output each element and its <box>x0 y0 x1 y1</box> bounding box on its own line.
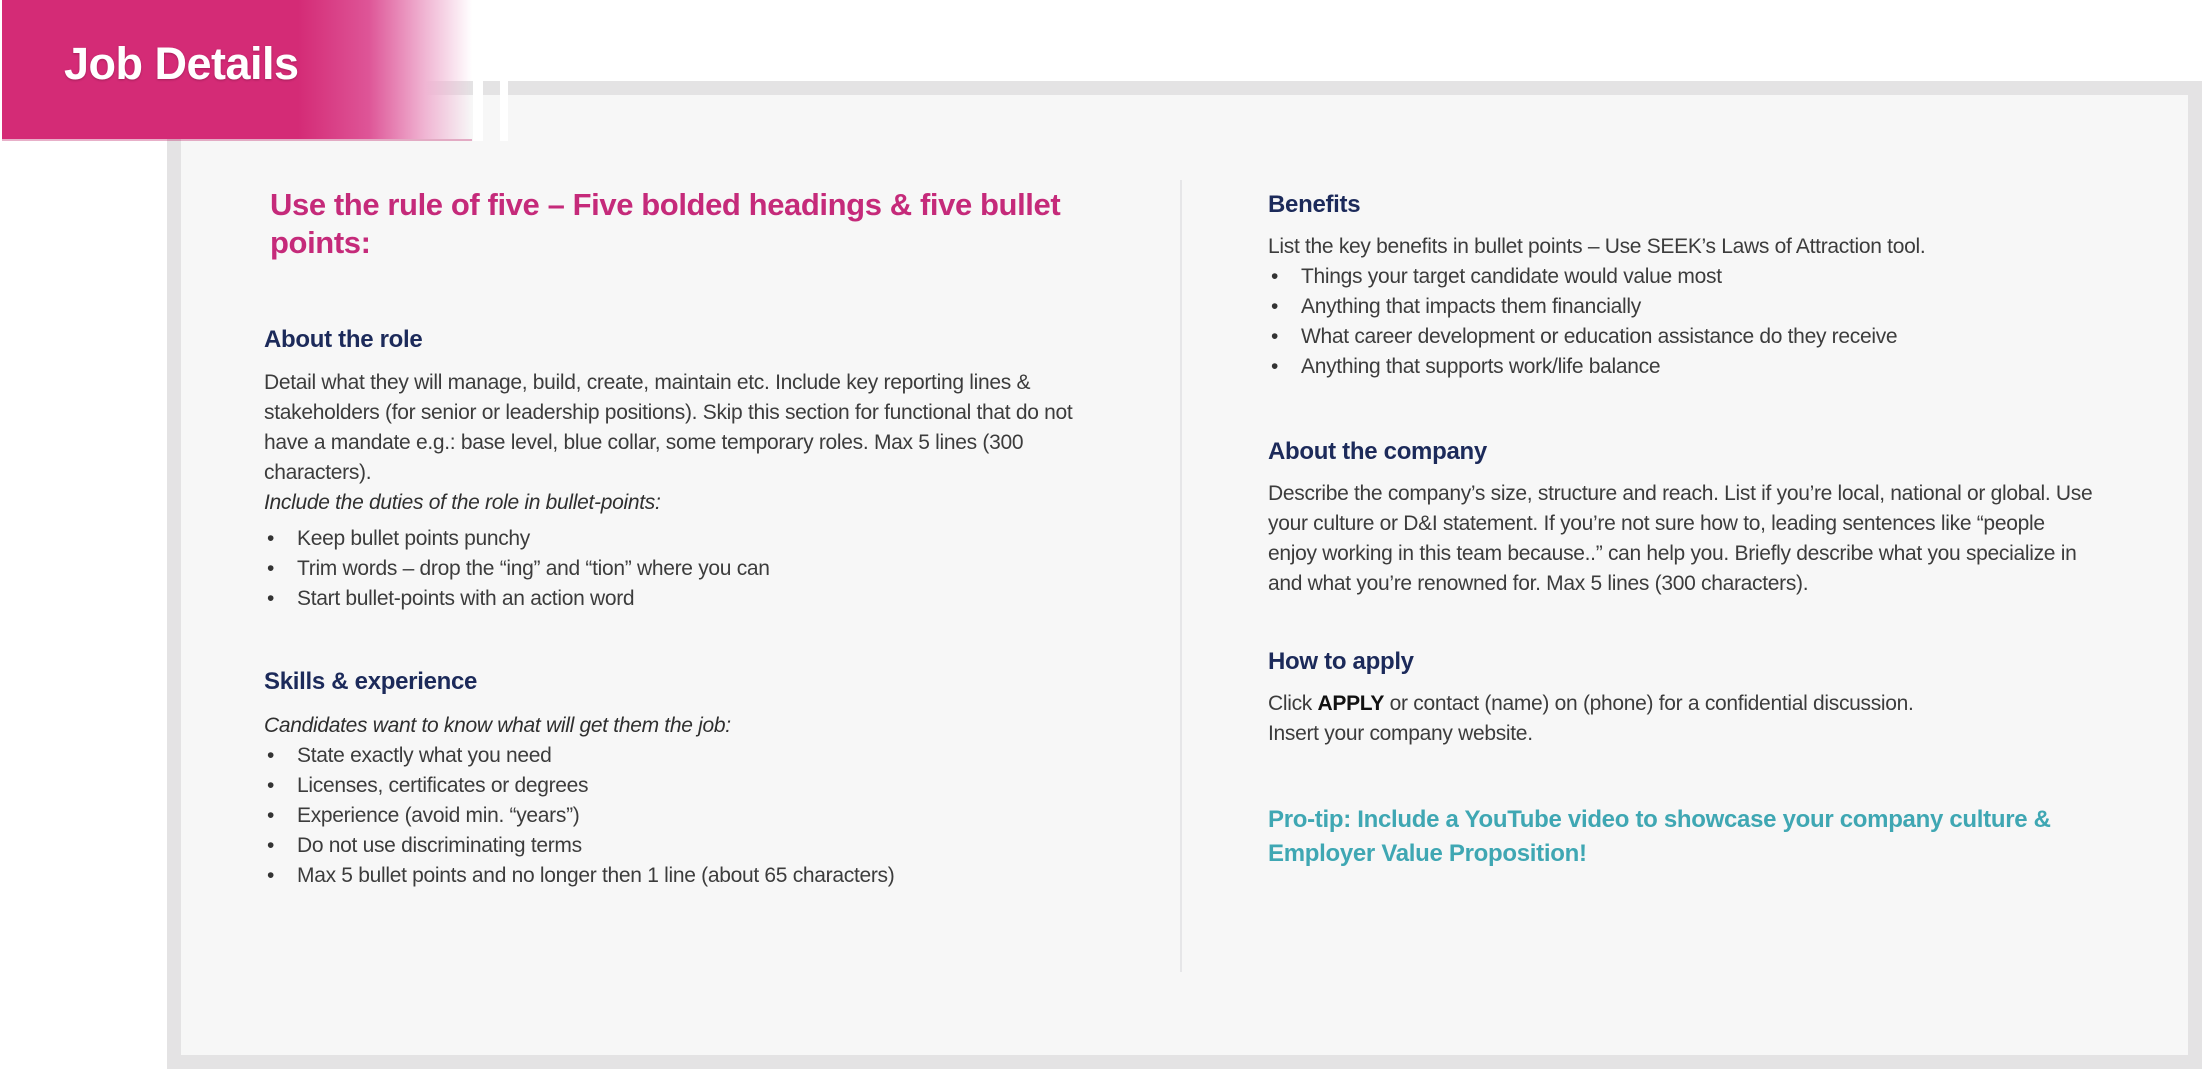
bullet-list <box>264 524 1124 614</box>
section-heading: About the company <box>1268 438 1487 465</box>
list-item: • Anything that supports work/life balance <box>1268 352 2148 382</box>
apply-keyword: APPLY <box>1317 692 1385 715</box>
bullet-icon: • <box>267 744 275 767</box>
list-item: • Trim words – drop the “ing” and “tion” where you can <box>264 554 1124 584</box>
section-heading: Benefits <box>1268 191 1361 218</box>
bullet-list <box>1268 262 2148 382</box>
page-title: Job Details <box>64 38 299 89</box>
list-item: • Start bullet-points with an action word <box>264 584 1124 614</box>
section-heading: How to apply <box>1268 648 1414 675</box>
list-item: • Keep bullet points punchy <box>264 524 1124 554</box>
section-body: Click APPLY or contact (name) on (phone) for a confidential discussion. Insert your company website. <box>1268 692 1914 745</box>
list-item: • Do not use discriminating terms <box>264 831 1124 861</box>
bullet-icon: • <box>1271 325 1279 348</box>
section-heading: Skills & experience <box>264 668 478 695</box>
bullet-icon: • <box>1271 295 1279 318</box>
section-skills <box>264 667 1124 891</box>
list-item: • Anything that impacts them financially <box>1268 292 2148 322</box>
section-benefits <box>1268 190 2148 382</box>
list-item: • What career development or education assistance do they receive <box>1268 322 2148 352</box>
frame-artifact <box>473 81 483 141</box>
section-about-company <box>1268 437 2148 599</box>
bullet-icon: • <box>267 557 275 580</box>
bullet-icon: • <box>267 774 275 797</box>
bullet-icon: • <box>267 587 275 610</box>
bullet-icon: • <box>267 864 275 887</box>
bullet-icon: • <box>267 834 275 857</box>
list-item: • Experience (avoid min. “years”) <box>264 801 1124 831</box>
section-intro: Include the duties of the role in bullet-points: <box>264 491 661 514</box>
right-column <box>1268 190 2148 871</box>
list-item: • State exactly what you need <box>264 741 1124 771</box>
bullet-icon: • <box>267 527 275 550</box>
list-item: • Licenses, certificates or degrees <box>264 771 1124 801</box>
header-banner <box>2 0 472 139</box>
section-about-role <box>264 325 1124 614</box>
frame-artifact <box>500 81 508 141</box>
bullet-icon: • <box>1271 265 1279 288</box>
list-item: • Things your target candidate would value most <box>1268 262 2148 292</box>
pro-tip: Pro-tip: Include a YouTube video to showcase your company culture & Employer Value Proposition! <box>1268 806 2051 867</box>
bullet-icon: • <box>1271 355 1279 378</box>
section-body: List the key benefits in bullet points – Use SEEK’s Laws of Attraction tool. <box>1268 235 1926 258</box>
section-how-to-apply <box>1268 647 2148 749</box>
lead-title: Use the rule of five – Five bolded headings & five bullet points: <box>270 187 1061 260</box>
list-item: • Max 5 bullet points and no longer then 1 line (about 65 characters) <box>264 861 1124 891</box>
section-intro: Candidates want to know what will get them the job: <box>264 714 731 737</box>
left-column <box>264 186 1124 891</box>
section-body: Detail what they will manage, build, create, maintain etc. Include key reporting lines & stakeholders (for senior or leadership positions). Skip this section for functional that do not have a mandate e.g.: base level, blue collar, some temporary roles. Max 5 lines (300 characters). <box>264 371 1073 484</box>
section-heading: About the role <box>264 326 423 353</box>
bullet-list <box>264 741 1124 891</box>
column-divider <box>1180 180 1182 972</box>
bullet-icon: • <box>267 804 275 827</box>
section-body: Describe the company’s size, structure and reach. List if you’re local, national or global. Use your culture or D&I statement. If you’re not sure how to, leading sentences like “people enjoy working in this team because..” can help you. Briefly describe what you specialize in and what you’re renowned for. Max 5 lines (300 characters). <box>1268 482 2093 595</box>
